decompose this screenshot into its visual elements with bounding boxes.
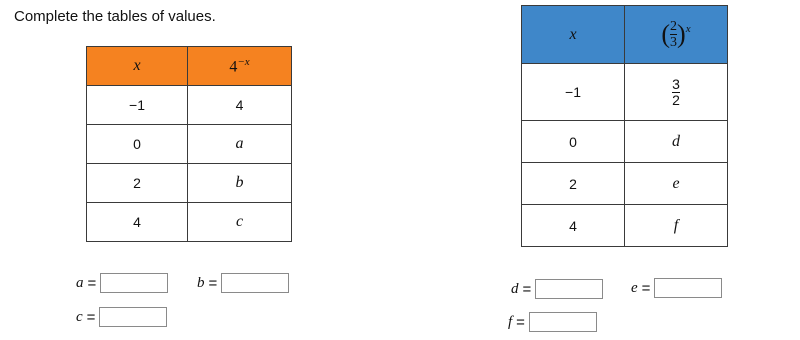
- answer-f: [508, 312, 597, 332]
- y-value-unknown-f: f: [625, 205, 728, 247]
- fraction-denominator: 2: [672, 91, 680, 108]
- column-header-x: x: [522, 6, 625, 64]
- answer-c-input[interactable]: [99, 307, 167, 327]
- y-value-unknown-e: e: [625, 163, 728, 205]
- answer-label: d: [511, 280, 519, 297]
- table-row: [522, 163, 728, 205]
- y-value-fraction: [625, 64, 728, 121]
- table-of-values-4-power-neg-x: [86, 46, 292, 242]
- answer-b-input[interactable]: [221, 273, 289, 293]
- table-header-row: [87, 47, 292, 86]
- column-header-x: x: [87, 47, 188, 86]
- x-value: 2: [87, 164, 188, 203]
- close-paren: ): [677, 19, 686, 49]
- open-paren: (: [661, 19, 671, 49]
- answer-label: a: [76, 274, 84, 291]
- function-exponent: x: [685, 22, 691, 35]
- column-header-function: [625, 6, 728, 64]
- equals-sign: =: [208, 274, 218, 292]
- table-row: [522, 121, 728, 163]
- answer-e-input[interactable]: [654, 278, 722, 298]
- answer-b: [197, 273, 289, 293]
- fraction-numerator: 2: [670, 19, 678, 34]
- function-exponent: −x: [237, 55, 250, 68]
- equals-sign: =: [516, 313, 525, 331]
- table-header-row: [522, 6, 728, 64]
- answer-a-input[interactable]: [100, 273, 168, 293]
- y-value-unknown-b: b: [188, 164, 292, 203]
- fraction-numerator: 3: [672, 75, 680, 92]
- answer-label: f: [508, 313, 513, 330]
- y-value-unknown-a: a: [188, 125, 292, 164]
- y-value-unknown-d: d: [625, 121, 728, 163]
- equals-sign: =: [641, 279, 651, 297]
- equals-sign: =: [87, 274, 97, 292]
- y-value: 4: [188, 86, 292, 125]
- x-value: 0: [87, 125, 188, 164]
- y-value-unknown-c: c: [188, 203, 292, 242]
- answer-e: [631, 278, 722, 298]
- table-row: [522, 205, 728, 247]
- table-of-values-two-thirds-power-x: [521, 5, 728, 247]
- answer-c: [76, 307, 167, 327]
- table-row: [87, 125, 292, 164]
- answer-a: [76, 273, 168, 293]
- equals-sign: =: [522, 280, 532, 298]
- function-base: 4: [229, 58, 238, 76]
- fraction: [672, 77, 680, 108]
- answer-d-input[interactable]: [535, 279, 603, 299]
- x-value: 4: [522, 205, 625, 247]
- column-header-function: [188, 47, 292, 86]
- answer-f-input[interactable]: [529, 312, 597, 332]
- answer-label: c: [76, 308, 83, 325]
- function-base-fraction: [670, 19, 677, 50]
- x-value: 2: [522, 163, 625, 205]
- table-row: [87, 203, 292, 242]
- x-value: 4: [87, 203, 188, 242]
- table-row: [87, 164, 292, 203]
- instructions-text: Complete the tables of values.: [14, 8, 216, 25]
- answer-label: e: [631, 279, 638, 296]
- fraction-denominator: 3: [670, 35, 678, 50]
- x-value: −1: [87, 86, 188, 125]
- x-value: −1: [522, 64, 625, 121]
- answer-d: [511, 279, 603, 299]
- table-row: [522, 64, 728, 121]
- table-row: [87, 86, 292, 125]
- equals-sign: =: [86, 308, 96, 326]
- x-value: 0: [522, 121, 625, 163]
- answer-label: b: [197, 274, 205, 291]
